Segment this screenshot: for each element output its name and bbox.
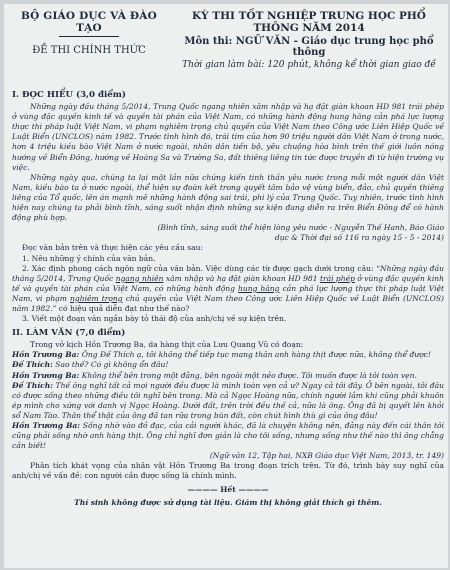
exam-header	[4, 10, 448, 68]
question-3: 3. Viết một đoạn văn ngắn bày tỏ thái độ của anh/chị về sự kiện trên.	[22, 314, 287, 324]
underlined-word-4: nghiêm trọng	[70, 293, 123, 303]
exam-paper	[4, 4, 448, 568]
speaker-4: Đế Thích:	[12, 380, 54, 390]
reading-paragraph-1: Những ngày đầu tháng 5/2014, Trung Quốc ngang nhiên xâm nhập và hạ đặt giàn khoan HD 981 trái phép ở vùng đặc quyền kinh tế và quyền tài phán của Việt Nam, có những hành động hung hăng cản phá lực lượng thực thi pháp luật Việt Nam, vi phạm nghiêm trọng chủ quyền của Việt Nam theo Công ước Liên Hiệp Quốc về Luật Biển (UNCLOS) năm 1982. Trước tình hình đó, trái tim của hơn 90 triệu người dân Việt Nam ở trong nước, hơn 4 triệu kiều bào Việt Nam ở nước ngoài, nhân dân tiến bộ, yêu chuộng hòa bình trên thế giới luôn nóng hướng về Biển Đông, hướng về Hoàng Sa và Trường Sa, đất thiêng liêng tin tức được truyền đi từ hiện trường vụ việc.	[12, 102, 444, 172]
dialogue-text-3: Không thể bên trong một đằng, bên ngoài một nẻo được. Tôi muốn được là tôi toàn vẹn.	[79, 370, 417, 380]
header-right	[169, 10, 448, 70]
end-marker: ———— Hết ————	[187, 484, 269, 494]
dialogue-line-1	[12, 350, 444, 360]
reading-source: (Bình tĩnh, sáng suốt thể hiện lòng yêu nước - Nguyễn Thế Hanh, Báo Giáo dục & Thời đại số 116 ra ngày 15 - 5 - 2014)	[157, 223, 444, 243]
dialogue-text-5: Sống nhờ vào đồ đạc, của cải người khác, đã là chuyện không nên, đằng này đến cái thân tôi cũng phải sống nhờ anh hàng thịt. Ông chỉ nghĩ đơn giản là cho tôi sống, nhưng sống như thế nào thì ông chẳng cần biết!	[12, 421, 444, 451]
question-2-quote-e: chủ quyền của Việt Nam theo Công ước Liên Hiệp Quốc về Luật Biển (UNCLOS) năm 1982.	[12, 293, 444, 313]
underlined-word-2: trái phép	[319, 273, 355, 283]
question-1: 1. Nêu những ý chính của văn bản.	[22, 253, 156, 263]
ministry-name: BỘ GIÁO DỤC VÀ ĐÀO TẠO	[21, 10, 157, 34]
dialogue-text-2: Sao thế? Có gì không ổn đâu!	[52, 360, 169, 370]
underlined-word-3: hung hăng	[238, 283, 280, 293]
exam-body	[12, 86, 444, 508]
question-2-quote-a: Những ngày đầu tháng 5/2014, Trung Quốc	[12, 263, 444, 283]
essay-source: (Ngữ văn 12, Tập hai, NXB Giáo dục Việt Nam, 2013, tr. 149)	[209, 451, 444, 461]
question-2-quote-c: ở vùng đặc quyền kinh tế và quyền tài phán của Việt Nam, có những hành động	[12, 273, 445, 293]
reading-paragraph-2: Những ngày qua, chúng ta lại một lần nữa chứng kiến tinh thần yêu nước trong mỗi một người dân Việt Nam, kiều bào ta ở nước ngoài, thể hiện sự đoàn kết trong quyết tâm bảo vệ vùng biển, đảo, chủ quyền thiêng liêng của Tổ quốc, lên án mạnh mẽ những hành động sai trái, phi lý của Trung Quốc. Tuy nhiên, trước tình hình hiện nay chúng ta phải bình tĩnh, sáng suốt nhận định những sự kiện đang diễn ra trên Biển Đông để có hành động phù hợp.	[12, 172, 444, 223]
essay-task: Phân tích khát vọng của nhân vật Hồn Trương Ba trong đoạn trích trên. Từ đó, trình bày suy nghĩ của anh/chị về vấn đề: con người cần được sống là chính mình.	[12, 461, 444, 481]
speaker-1: Hồn Trương Ba:	[12, 350, 80, 360]
exam-time: Thời gian làm bài: 120 phút, không kể thời gian giao đề	[182, 60, 436, 70]
question-2	[12, 264, 444, 314]
exam-subject: Môn thi: NGỮ VĂN - Giáo dục trung học phổ thông	[184, 36, 434, 58]
underlined-word-1: ngang nhiên	[115, 273, 164, 283]
speaker-3: Hồn Trương Ba:	[12, 370, 80, 380]
footer-note: Thí sinh không được sử dụng tài liệu. Giám thị không giải thích gì thêm.	[74, 497, 382, 507]
speaker-5: Hồn Trương Ba:	[12, 421, 81, 430]
question-2-quote-d: cản phá lực lượng thực thi pháp luật Việt Nam, vi phạm	[12, 283, 444, 303]
dialogue-line-2	[12, 360, 444, 370]
exam-title: KỲ THI TỐT NGHIỆP TRUNG HỌC PHỔ THÔNG NĂM 2014	[192, 10, 426, 34]
ministry-underline	[59, 36, 119, 37]
section-2-heading: II. LÀM VĂN (7,0 điểm)	[12, 328, 126, 339]
dialogue-line-5	[12, 421, 444, 451]
dialogue-line-3	[12, 371, 444, 381]
section-1-heading: I. ĐỌC HIỂU (3,0 điểm)	[12, 90, 126, 100]
question-2-quote-b: xâm nhập và hạ đặt giàn khoan HD 981	[163, 273, 320, 283]
essay-intro: Trong vở kịch Hồn Trương Ba, da hàng thịt của Lưu Quang Vũ có đoạn:	[30, 340, 304, 350]
question-2-tail: ” có hiệu quả diễn đạt như thế nào?	[52, 303, 190, 313]
reading-instruction: Đọc văn bản trên và thực hiện các yêu cầu sau:	[22, 243, 204, 253]
question-2-lead: 2. Xác định phong cách ngôn ngữ của văn bản. Việc dùng các từ được gạch dưới trong câu: “	[22, 263, 380, 273]
official-exam-label: ĐỀ THI CHÍNH THỨC	[32, 45, 146, 56]
dialogue-text-4: Thế ông nghĩ tất cả mọi người đều được là mình toàn vẹn cả ư? Ngay cả tôi đây. Ở bên ngoài, tôi đâu có được sống theo những điều tôi nghĩ bên trong. Mà cả Ngọc Hoàng nữa, chính người lắm khi cũng phải khuôn ép mình cho xứng với danh vị Ngọc Hoàng. Dưới đất, trên trời đều thế cả, nữa là ông. Ông đã bị quyết lên khỏi sổ Nam Tào. Thân thể thật của ông đã tan rữa trong bùn đất, còn chút hình thù gì của ông đâu!	[12, 380, 444, 420]
header-left	[14, 10, 164, 56]
dialogue-line-4	[12, 381, 444, 421]
dialogue-text-1: Ông Đế Thích ạ, tôi không thể tiếp tục mang thân anh hàng thịt được nữa, không thể được!	[79, 350, 432, 360]
speaker-2: Đế Thích:	[12, 360, 53, 370]
